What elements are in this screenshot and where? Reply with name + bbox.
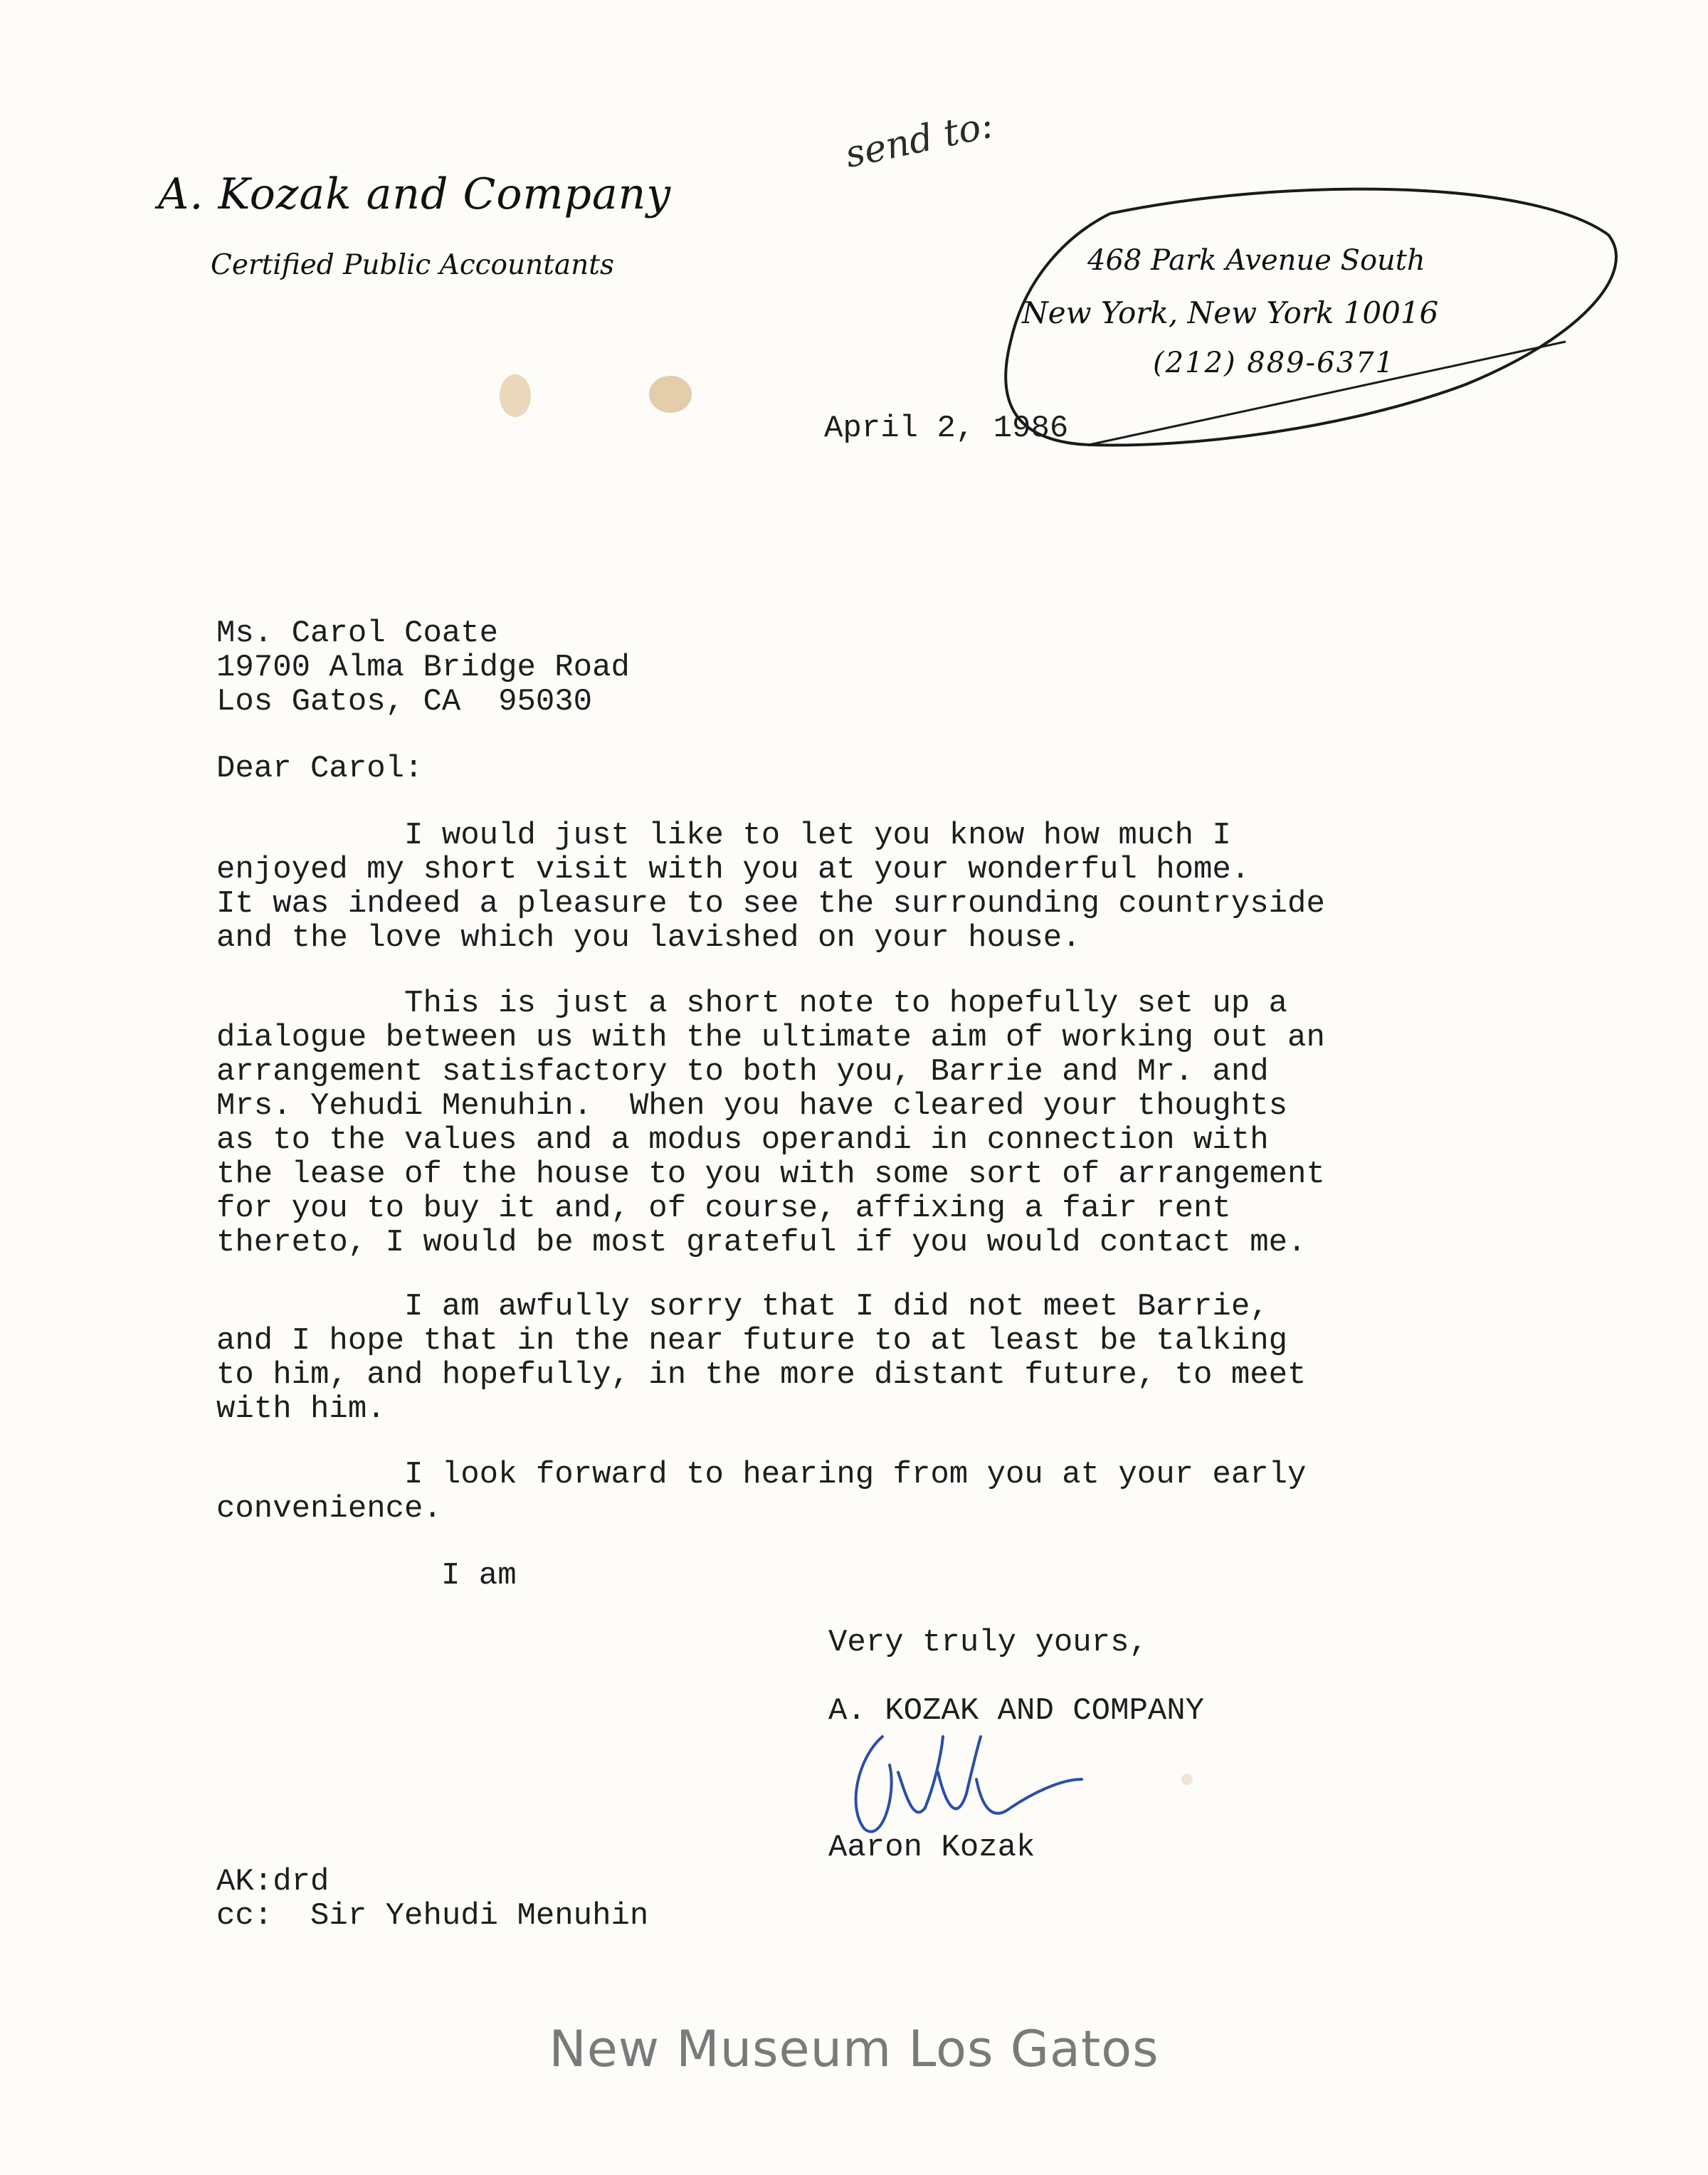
paragraph-2: This is just a short note to hopefully set up a dialogue between us with the ultimate aim of working out an arrangement satisfactory to both you, Barrie and Mr. and Mrs. Yehudi Menuhin. When you have cleared your thoughts as to the values and a modus operandi in connection with the lease of the house to you with some sort of arrangement for you to buy it and, of course, affixing a fair rent thereto, I would be most grateful if you would contact me. [216,986,1325,1260]
letterhead-address-line2: New York, New York 10016 [1022,295,1439,330]
salutation: Dear Carol: [216,751,423,786]
letter-date: April 2, 1986 [824,411,1069,446]
recipient-street: 19700 Alma Bridge Road [216,650,630,685]
recipient-city: Los Gatos, CA 95030 [216,684,593,720]
recipient-name: Ms. Carol Coate [216,616,499,651]
museum-watermark: New Museum Los Gatos [549,2020,1159,2078]
paragraph-1: I would just like to let you know how much I enjoyed my short visit with you at your wonderful home. It was indeed a pleasure to see the surrounding countryside and the love which you lavished on your house. [216,818,1325,956]
letterhead-address-line1: 468 Park Avenue South [1087,244,1425,277]
firm-name: A. KOZAK AND COMPANY [828,1693,1205,1729]
paragraph-4: I look forward to hearing from you at your early convenience. [216,1457,1307,1527]
handwritten-note: send to: [841,103,997,177]
cc-line: cc: Sir Yehudi Menuhin [216,1898,649,1934]
letterhead-phone: (212) 889-6371 [1153,347,1395,379]
closing: Very truly yours, [828,1625,1148,1660]
i-am-line: I am [441,1558,517,1594]
letterhead-tagline: Certified Public Accountants [211,249,614,281]
letterhead-company: A. Kozak and Company [158,169,672,219]
paragraph-3: I am awfully sorry that I did not meet Barrie, and I hope that in the near future to at least be talking to him, and hopefully, in the more distant future, to meet with him. [216,1289,1307,1427]
signer-name: Aaron Kozak [828,1830,1035,1865]
typist-initials: AK:drd [216,1864,330,1900]
